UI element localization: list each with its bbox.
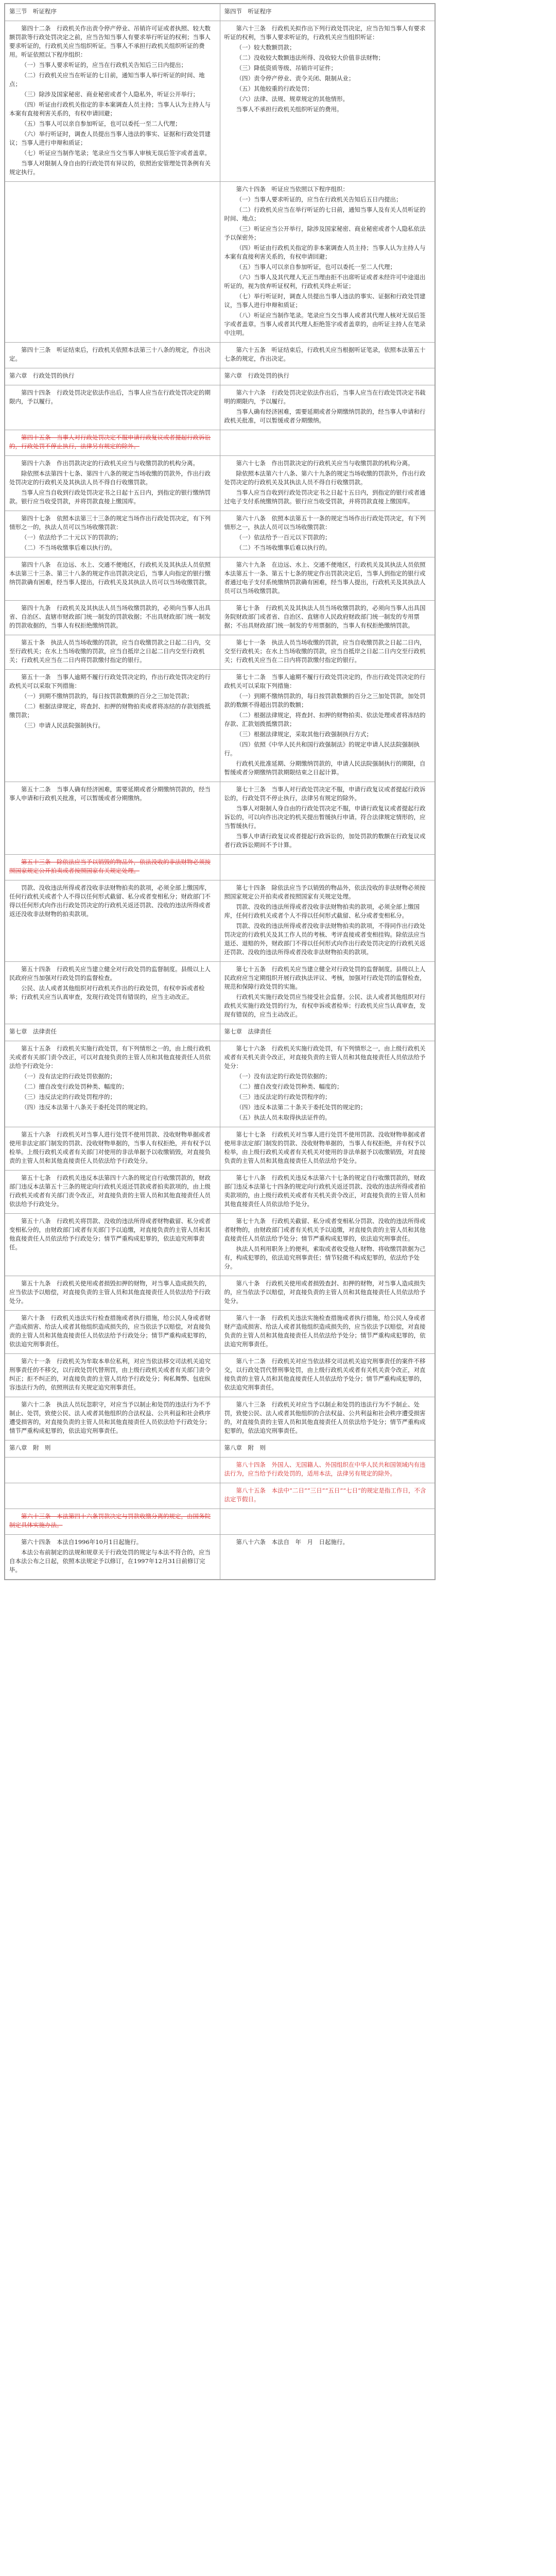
paragraph: 第四十七条 依照本法第三十三条的规定当场作出行政处罚决定，有下列情形之一的，执法人员可以当场收缴罚款：	[9, 515, 211, 531]
revised-text-cell	[220, 182, 435, 343]
original-text-cell	[5, 1127, 220, 1171]
revised-text-cell	[220, 511, 435, 557]
paragraph: 第四十二条 行政机关作出责令停产停业、吊销许可证或者执照、较大数额罚款等行政处罚决定之前，应当告知当事人有要求举行听证的权利；当事人要求听证的，行政机关应当组织听证。当事人不承担行政机关组织听证的费用。听证依照以下程序组织：	[9, 25, 211, 58]
paragraph: （七）听证应当制作笔录；笔录应当交当事人审核无误后签字或者盖章。	[21, 149, 211, 157]
original-text-cell	[5, 1535, 220, 1580]
revised-text-cell	[220, 1311, 435, 1354]
section-heading: 第六章 行政处罚的执行	[224, 372, 289, 379]
section-heading: 第八章 附 则	[9, 1444, 51, 1451]
revised-text-cell	[220, 1214, 435, 1276]
paragraph: 第六十二条 执法人员玩忽职守，对应当予以制止和处罚的违法行为不予制止、处罚，致使公民、法人或者其他组织的合法权益、公共利益和社会秩序遭受损害的，对直接负责的主管人员和其他直接责任人员依法给予行政处分；情节严重构成犯罪的，依法追究刑事责任。	[9, 1401, 211, 1434]
paragraph: 第七十条 行政机关及其执法人员当场收缴罚款的，必须向当事人出具国务院财政部门或者省、自治区、直辖市人民政府财政部门统一制发的专用票据；不出具财政部门统一制发的专用票据的，当事人有权拒绝缴纳罚款。	[224, 604, 426, 629]
original-text-cell	[5, 1440, 220, 1458]
comparison-row	[5, 1458, 435, 1483]
paragraph: （八）听证应当制作笔录。笔录应当交当事人或者其代理人核对无误后签字或者盖章。当事人或者其代理人拒绝签字或者盖章的，由听证主持人在笔录中注明。	[224, 312, 426, 336]
revised-text-cell	[220, 343, 435, 368]
revised-text-cell	[220, 1397, 435, 1440]
revised-text-cell	[220, 670, 435, 782]
original-text-cell	[5, 343, 220, 368]
paragraph: 第七十四条 除依法应当予以销毁的物品外，依法没收的非法财物必须按照国家规定公开拍卖或者按照国家有关规定处理。	[224, 884, 426, 900]
paragraph: 第五十五条 行政机关实施行政处罚，有下列情形之一的，由上级行政机关或者有关部门责令改正，可以对直接负责的主管人员和其他直接责任人员依法给予行政处分：	[9, 1045, 211, 1070]
paragraph: 罚款、没收的违法所得或者没收非法财物拍卖的款项，必须全部上缴国库，任何行政机关或者个人不得以任何形式截留、私分或者变相私分。	[224, 903, 420, 919]
paragraph: （五）执法人员未取得执法证件的。	[236, 1114, 331, 1121]
revised-text-cell	[220, 782, 435, 855]
comparison-row	[5, 1397, 435, 1440]
paragraph: （二）根据法律规定，将查封、扣押的财物拍卖或者将冻结的存款划拨抵缴罚款；	[9, 703, 211, 719]
original-text-cell	[5, 635, 220, 670]
original-text-cell	[5, 1276, 220, 1311]
original-text-cell	[5, 4, 220, 21]
revised-text-cell	[220, 368, 435, 385]
original-text-cell	[5, 1483, 220, 1509]
comparison-row	[5, 601, 435, 635]
revised-text-cell	[220, 4, 435, 21]
paragraph: 第八十一条 行政机关违法实施检查措施或者执行措施，给公民人身或者财产造成损害、给法人或者其他组织造成损失的，应当依法予以赔偿，对直接负责的主管人员和其他直接责任人员依法给予处分；情节严重构成犯罪的，依法追究刑事责任。	[224, 1314, 426, 1348]
paragraph: （一）到期不缴纳罚款的，每日按罚款数额的百分之三加处罚款，加处罚款的数额不得超出罚款的数额；	[224, 692, 426, 708]
paragraph: （六）当事人及其代理人无正当理由拒不出席听证或者未经许可中途退出听证的，视为放弃听证权利，行政机关终止听证；	[224, 274, 426, 290]
paragraph: 第八十五条 本法中“二日”“三日”“五日”“七日”的规定是指工作日，不含法定节假日。	[224, 1487, 426, 1503]
revised-text-cell	[220, 1483, 435, 1509]
paragraph: 本法公布前制定的法规和规章关于行政处罚的规定与本法不符合的，应当自本法公布之日起，依照本法规定予以修订，在1997年12月31日前修订完毕。	[9, 1549, 211, 1573]
paragraph: （一）当事人要求听证的，应当在行政机关告知后三日内提出；	[21, 61, 187, 69]
paragraph: 第七十九条 行政机关截留、私分或者变相私分罚款、没收的违法所得或者财物的，由财政部门或者有关机关予以追缴，对直接负责的主管人员和其他直接责任人员依法给予处分；情节严重构成犯罪的，依法追究刑事责任。	[224, 1217, 426, 1242]
paragraph: 第八十二条 行政机关对应当依法移交司法机关追究刑事责任的案件不移交，以行政处罚代替刑事处罚，由上级行政机关或者有关机关责令改正，对直接负责的主管人员和其他直接责任人员依法给予处分；情节严重构成犯罪的，依法追究刑事责任。	[224, 1358, 426, 1391]
paragraph: 当事人申请行政复议或者提起行政诉讼的，加处罚款的数额在行政复议或者行政诉讼期间不予计算。	[224, 833, 426, 849]
paragraph: 第七十一条 执法人员当场收缴的罚款，应当自收缴罚款之日起二日内，交至行政机关；在水上当场收缴的罚款，应当自抵岸之日起二日内交至行政机关；行政机关应当在二日内将罚款缴付指定的银行。	[224, 639, 426, 664]
paragraph: （六）举行听证时，调查人员提出当事人违法的事实、证据和行政处罚建议；当事人进行申辩和质证；	[9, 130, 211, 146]
paragraph: 第五十四条 行政机关应当建立健全对行政处罚的监督制度。县级以上人民政府应当加强对行政处罚的监督检查。	[9, 965, 211, 981]
paragraph: （二）不当场收缴事后难以执行的。	[236, 544, 331, 551]
paragraph: （一）依法给予二十元以下的罚款的；	[21, 534, 122, 541]
original-text-cell	[5, 1311, 220, 1354]
paragraph: 第七十七条 行政机关对当事人进行处罚不使用罚款、没收财物单据或者使用非法定部门制发的罚款、没收财物单据的，当事人有权拒绝，并有权予以检举，由上级行政机关或者有关机关对使用的非法单据予以收缴销毁，对直接负责的主管人员和其他直接责任人员依法给予处分。	[224, 1131, 426, 1164]
paragraph: （四）听证由行政机关指定的非本案调查人员主持；当事人认为主持人与本案有直接利害关系的，有权申请回避；	[224, 244, 426, 260]
original-text-cell	[5, 1397, 220, 1440]
paragraph: （二）不当场收缴事后难以执行的。	[21, 544, 116, 551]
original-text-cell	[5, 1214, 220, 1276]
comparison-row	[5, 368, 435, 385]
comparison-document	[4, 3, 436, 1580]
revised-text-cell	[220, 557, 435, 601]
revised-text-cell	[220, 1458, 435, 1483]
original-text-cell	[5, 456, 220, 511]
comparison-row	[5, 1041, 435, 1127]
comparison-row	[5, 1024, 435, 1041]
section-heading: 第七章 法律责任	[9, 1028, 57, 1035]
paragraph: 当事人对限制人身自由的行政处罚有异议的，依照治安管理处罚条例有关规定执行。	[9, 160, 211, 176]
paragraph: （三）降低资质等级、吊销许可证件；	[236, 64, 337, 72]
original-text-cell	[5, 962, 220, 1024]
paragraph: 除依照本法第四十七条、第四十八条的规定当场收缴的罚款外，作出行政处罚决定的行政机关及其执法人员不得自行收缴罚款。	[9, 470, 211, 486]
paragraph: 第五十三条 除依法应当予以销毁的物品外，依法没收的非法财物必须按照国家规定公开拍卖或者按照国家有关规定处理。	[9, 858, 211, 874]
paragraph: 第七十五条 行政机关应当建立健全对行政处罚的监督制度。县级以上人民政府应当定期组织开展行政执法评议、考核，加强对行政处罚的监督检查，规范和保障行政处罚的实施。	[224, 965, 426, 990]
paragraph: 当事人应当自收到行政处罚决定书之日起十五日内，到指定的银行缴纳罚款。银行应当收受罚款，并将罚款直接上缴国库。	[9, 489, 211, 505]
paragraph: 第五十条 执法人员当场收缴的罚款，应当自收缴罚款之日起二日内，交至行政机关；在水上当场收缴的罚款，应当自抵岸之日起二日内交至行政机关；行政机关应当在二日内将罚款缴付指定的银行。	[9, 639, 211, 664]
paragraph: （四）责令停产停业、责令关闭、限制从业；	[236, 75, 355, 82]
paragraph: 第四十六条 作出罚款决定的行政机关应当与收缴罚款的机构分离。	[21, 460, 199, 467]
comparison-row	[5, 1483, 435, 1509]
paragraph: 执法人员利用职务上的便利，索取或者收受他人财物、将收缴罚款据为己有，构成犯罪的，依法追究刑事责任；情节轻微不构成犯罪的，依法给予处分。	[224, 1245, 426, 1270]
comparison-row	[5, 1127, 435, 1171]
paragraph: 第四十五条 当事人对行政处罚决定不服申请行政复议或者提起行政诉讼的，行政处罚不停止执行，法律另有规定的除外。	[9, 434, 211, 450]
paragraph: （二）根据法律规定，将查封、扣押的财物拍卖、依法处理或者将冻结的存款、汇款划拨抵缴罚款；	[224, 711, 426, 727]
comparison-row	[5, 511, 435, 557]
paragraph: （五）其他较重的行政处罚；	[236, 85, 313, 92]
paragraph: （二）行政机关应当在举行听证的七日前，通知当事人及有关人员听证的时间、地点；	[224, 206, 426, 222]
paragraph: （三）根据法律规定，采取其他行政强制执行方式；	[236, 731, 372, 738]
comparison-row	[5, 855, 435, 880]
paragraph: 第六十九条 在边远、水上、交通不便地区，行政机关及其执法人员依照本法第五十一条、第五十七条的规定作出罚款决定后，当事人到指定的银行或者通过电子支付系统缴纳罚款确有困难，经当事人提出，行政机关及其执法人员可以当场收缴罚款。	[224, 561, 426, 595]
section-heading: 第四节 听证程序	[224, 8, 272, 15]
paragraph: 第五十八条 行政机关将罚款、没收的违法所得或者财物截留、私分或者变相私分的，由财政部门或者有关部门予以追缴，对直接负责的主管人员和其他直接责任人员依法给予行政处分；情节严重构成犯罪的，依法追究刑事责任。	[9, 1217, 211, 1251]
paragraph: 第八十四条 外国人、无国籍人、外国组织在中华人民共和国领域内有违法行为，应当给予行政处罚的，适用本法，法律另有规定的除外。	[224, 1461, 426, 1477]
paragraph: 罚款、没收违法所得或者没收非法财物拍卖的款项，必须全部上缴国库，任何行政机关或者个人不得以任何形式截留、私分或者变相私分；财政部门不得以任何形式向作出行政处罚决定的行政机关返还罚款、没收的违法所得或者返还没收非法财物的拍卖款项。	[9, 884, 211, 918]
paragraph: 第四十九条 行政机关及其执法人员当场收缴罚款的，必须向当事人出具省、自治区、直辖市财政部门统一制发的罚款收据；不出具财政部门统一制发的罚款收据的，当事人有权拒绝缴纳罚款。	[9, 604, 211, 629]
paragraph: 当事人确有经济困难，需要延期或者分期缴纳罚款的，经当事人申请和行政机关批准，可以暂缓或者分期缴纳。	[224, 408, 426, 424]
revised-text-cell	[220, 1127, 435, 1171]
paragraph: （七）举行听证时，调查人员提出当事人违法的事实、证据和行政处罚建议，当事人进行申辩和质证；	[224, 293, 426, 309]
paragraph: （四）依照《中华人民共和国行政强制法》的规定申请人民法院强制执行。	[224, 741, 420, 757]
revised-text-cell	[220, 855, 435, 880]
paragraph: 第五十六条 行政机关对当事人进行处罚不使用罚款、没收财物单据或者使用非法定部门制发的罚款、没收财物单据的，当事人有权拒绝，并有权予以检举。上级行政机关或者有关部门对使用的非法单据予以收缴销毁，对直接负责的主管人员和其他直接责任人员依法给予行政处分。	[9, 1131, 211, 1164]
comparison-row	[5, 1171, 435, 1214]
revised-text-cell	[220, 1041, 435, 1127]
paragraph: （一）没有法定的行政处罚依据的；	[236, 1073, 331, 1080]
paragraph: （一）到期不缴纳罚款的，每日按罚款数额的百分之三加处罚款；	[21, 692, 193, 700]
paragraph: （五）当事人可以亲自参加听证，也可以委托一至二人代理；	[21, 120, 181, 127]
revised-text-cell	[220, 1024, 435, 1041]
paragraph: （三）违反法定的行政处罚程序的；	[236, 1093, 331, 1100]
paragraph: 第七十二条 当事人逾期不履行行政处罚决定的，作出行政处罚决定的行政机关可以采取下列措施：	[224, 673, 426, 689]
paragraph: 第七十八条 行政机关违反本法第六十七条的规定自行收缴罚款的，财政部门违反本法第七十四条的规定向行政机关返还罚款、没收的违法所得或者拍卖款项的，由上级行政机关或者有关机关责令改正，对直接负责的主管人员和其他直接责任人员依法给予处分。	[224, 1174, 426, 1208]
paragraph: （五）当事人可以亲自参加听证，也可以委托一至二人代理；	[236, 263, 396, 270]
paragraph: （二）擅自改变行政处罚种类、幅度的；	[236, 1083, 343, 1090]
paragraph: 第六十三条 本法第四十六条罚款决定与罚款收缴分离的规定，由国务院制定具体实施办法。	[9, 1513, 211, 1529]
paragraph: （一）没有法定的行政处罚依据的；	[21, 1073, 116, 1080]
paragraph: （二）没收较大数额违法所得、没收较大价值非法财物；	[236, 54, 384, 61]
original-text-cell	[5, 368, 220, 385]
revised-text-cell	[220, 430, 435, 456]
paragraph: 当事人应当自收到行政处罚决定书之日起十五日内，到指定的银行或者通过电子支付系统缴纳罚款。银行应当收受罚款，并将罚款直接上缴国库。	[224, 489, 426, 505]
original-text-cell	[5, 557, 220, 601]
original-text-cell	[5, 1458, 220, 1483]
original-text-cell	[5, 1509, 220, 1535]
paragraph: 第六十条 行政机关违法实行检查措施或者执行措施，给公民人身或者财产造成损害、给法人或者其他组织造成损失的，应当依法予以赔偿，对直接负责的主管人员和其他直接责任人员依法给予行政处分；情节严重构成犯罪的，依法追究刑事责任。	[9, 1314, 211, 1348]
paragraph: 第六十七条 作出罚款决定的行政机关应当与收缴罚款的机构分离。	[236, 460, 414, 467]
paragraph: 行政机关实施行政处罚应当接受社会监督。公民、法人或者其他组织对行政机关实施行政处罚的行为，有权申诉或者检举；行政机关应当认真审查，发现有错误的，应当主动改正。	[224, 993, 426, 1018]
paragraph: 第五十一条 当事人逾期不履行行政处罚决定的，作出行政处罚决定的行政机关可以采取下列措施：	[9, 673, 211, 689]
paragraph: 第八十条 行政机关使用或者损毁查封、扣押的财物，对当事人造成损失的，应当依法予以赔偿，对直接负责的主管人员和其他直接责任人员依法给予处分。	[224, 1280, 426, 1304]
original-text-cell	[5, 21, 220, 182]
paragraph: 第六十八条 依照本法第五十一条的规定当场作出行政处罚决定，有下列情形之一，执法人员可以当场收缴罚款：	[224, 515, 426, 531]
comparison-row	[5, 1214, 435, 1276]
paragraph: （三）听证应当公开举行，除涉及国家秘密、商业秘密或者个人隐私依法予以保密外；	[224, 225, 426, 241]
paragraph: 第五十二条 当事人确有经济困难，需要延期或者分期缴纳罚款的，经当事人申请和行政机关批准，可以暂缓或者分期缴纳。	[9, 786, 211, 802]
paragraph: 第五十九条 行政机关使用或者损毁扣押的财物，对当事人造成损失的，应当依法予以赔偿，对直接负责的主管人员和其他直接责任人员依法给予行政处分。	[9, 1280, 211, 1304]
comparison-row	[5, 1311, 435, 1354]
paragraph: 第六十一条 行政机关为牟取本单位私利，对应当依法移交司法机关追究刑事责任的不移交，以行政处罚代替刑罚，由上级行政机关或者有关部门责令纠正；拒不纠正的，对直接负责的主管人员给予行政处分；徇私舞弊、包庇纵容违法行为的，依照刑法有关规定追究刑事责任。	[9, 1358, 211, 1391]
paragraph: （四）违反本法第二十条关于委托处罚的规定的；	[236, 1104, 367, 1111]
comparison-row	[5, 182, 435, 343]
paragraph: （二）擅自改变行政处罚种类、幅度的；	[21, 1083, 128, 1090]
original-text-cell	[5, 1171, 220, 1214]
original-text-cell	[5, 855, 220, 880]
comparison-row	[5, 1509, 435, 1535]
comparison-row	[5, 430, 435, 456]
revised-text-cell	[220, 1440, 435, 1458]
paragraph: 行政机关批准延期、分期缴纳罚款的，申请人民法院强制执行的期限，自暂缓或者分期缴纳罚款期限结束之日起计算。	[224, 760, 426, 776]
paragraph: （六）法律、法规、规章规定的其他情形。	[236, 95, 349, 103]
comparison-row	[5, 1354, 435, 1397]
comparison-row	[5, 670, 435, 782]
paragraph: （三）申请人民法院强制执行。	[21, 722, 104, 729]
comparison-row	[5, 880, 435, 962]
comparison-row	[5, 1440, 435, 1458]
original-text-cell	[5, 670, 220, 782]
paragraph: （三）违反法定的行政处罚程序的；	[21, 1093, 116, 1100]
paragraph: 第四十四条 行政处罚决定依法作出后，当事人应当在行政处罚决定的期限内，予以履行。	[9, 389, 211, 405]
comparison-row	[5, 962, 435, 1024]
paragraph: （四）违反本法第十八条关于委托处罚的规定的。	[21, 1104, 151, 1111]
revised-text-cell	[220, 21, 435, 182]
original-text-cell	[5, 1354, 220, 1397]
original-text-cell	[5, 782, 220, 855]
section-heading: 第八章 附 则	[224, 1444, 266, 1451]
original-text-cell	[5, 601, 220, 635]
revised-text-cell	[220, 1171, 435, 1214]
paragraph: 第七十六条 行政机关实施行政处罚，有下列情形之一，由上级行政机关或者有关机关责令改正，对直接负责的主管人员和其他直接责任人员依法给予处分：	[224, 1045, 426, 1070]
comparison-row	[5, 782, 435, 855]
revised-text-cell	[220, 1509, 435, 1535]
comparison-row	[5, 1535, 435, 1580]
paragraph: 第六十五条 听证结束后，行政机关应当根据听证笔录，依照本法第五十七条的规定，作出决定。	[224, 346, 426, 362]
paragraph: 除依照本法第六十八条、第六十九条的规定当场收缴的罚款外，作出行政处罚决定的行政机关及其执法人员不得自行收缴罚款。	[224, 470, 426, 486]
paragraph: 第八十三条 行政机关对应当予以制止和处罚的违法行为不予制止、处罚，致使公民、法人或者其他组织的合法权益、公共利益和社会秩序遭受损害的，对直接负责的主管人员和其他直接责任人员依法给予处分；情节严重构成犯罪的，依法追究刑事责任。	[224, 1401, 426, 1434]
original-text-cell	[5, 385, 220, 430]
original-text-cell	[5, 880, 220, 962]
section-heading: 第三节 听证程序	[9, 8, 57, 15]
section-heading: 第七章 法律责任	[224, 1028, 272, 1035]
paragraph: 第六十四条 本法自1996年10月1日起施行。	[21, 1538, 143, 1546]
paragraph: 罚款、没收的违法所得或者没收非法财物拍卖的款项，不得同作出行政处罚决定的行政机关及其工作人员的考核、考评直接或者变相挂钩。除依法应当退还、退赔的外，财政部门不得以任何形式向作出行政处罚决定的行政机关返还罚款、没收的违法所得或者没收非法财物拍卖的款项。	[224, 922, 426, 956]
comparison-row	[5, 1276, 435, 1311]
revised-text-cell	[220, 1535, 435, 1580]
paragraph: （一）当事人要求听证的，应当在行政机关告知后五日内提出；	[236, 196, 402, 203]
revised-text-cell	[220, 385, 435, 430]
comparison-row	[5, 21, 435, 182]
comparison-table	[5, 4, 435, 1580]
paragraph: 第七十三条 当事人对行政处罚决定不服，申请行政复议或者提起行政诉讼的，行政处罚不停止执行，法律另有规定的除外。	[224, 786, 426, 802]
original-text-cell	[5, 1024, 220, 1041]
paragraph: 第八十六条 本法自 年 月 日起施行。	[236, 1538, 349, 1546]
section-heading: 第六章 行政处罚的执行	[9, 372, 75, 379]
revised-text-cell	[220, 635, 435, 670]
paragraph: 当事人对限制人身自由的行政处罚决定不服，申请行政复议或者提起行政诉讼的，可以向作出决定的机关提出暂缓执行申请。符合法律规定情形的，应当暂缓执行。	[224, 805, 426, 829]
revised-text-cell	[220, 456, 435, 511]
paragraph: 第五十七条 行政机关违反本法第四十六条的规定自行收缴罚款的，财政部门违反本法第五十三条的规定向行政机关返还罚款或者拍卖款项的，由上级行政机关或者有关部门责令改正，对直接负责的主管人员和其他直接责任人员依法给予行政处分。	[9, 1174, 211, 1208]
paragraph: 第六十六条 行政处罚决定依法作出后，当事人应当在行政处罚决定书载明的期限内，予以履行。	[224, 389, 426, 405]
original-text-cell	[5, 1041, 220, 1127]
comparison-row	[5, 635, 435, 670]
paragraph: 第四十八条 在边远、水上、交通不便地区，行政机关及其执法人员依照本法第三十三条、第三十八条的规定作出罚款决定后，当事人向指定的银行缴纳罚款确有困难，经当事人提出，行政机关及其执法人员可以当场收缴罚款。	[9, 561, 211, 586]
paragraph: 第六十三条 行政机关拟作出下列行政处罚决定，应当告知当事人有要求听证的权利，当事人要求听证的，行政机关应当组织听证：	[224, 25, 426, 41]
revised-text-cell	[220, 601, 435, 635]
revised-text-cell	[220, 962, 435, 1024]
paragraph: 第六十四条 听证应当依照以下程序组织：	[236, 185, 349, 193]
revised-text-cell	[220, 1276, 435, 1311]
paragraph: （三）除涉及国家秘密、商业秘密或者个人隐私外，听证公开举行；	[21, 91, 199, 98]
paragraph: 第四十三条 听证结束后，行政机关依照本法第三十八条的规定，作出决定。	[9, 346, 211, 362]
paragraph: 公民、法人或者其他组织对行政机关作出的行政处罚，有权申诉或者检举；行政机关应当认真审查，发现行政处罚有错误的，应当主动改正。	[9, 985, 205, 1001]
comparison-row	[5, 4, 435, 21]
paragraph: （一）较大数额罚款；	[236, 44, 296, 51]
comparison-row	[5, 557, 435, 601]
paragraph: （四）听证由行政机关指定的非本案调查人员主持；当事人认为主持人与本案有直接利害关系的，有权申请回避；	[9, 101, 211, 117]
paragraph: （一）依法给予一百元以下罚款的；	[236, 534, 331, 541]
comparison-row	[5, 343, 435, 368]
original-text-cell	[5, 511, 220, 557]
original-text-cell	[5, 182, 220, 343]
comparison-row	[5, 456, 435, 511]
paragraph: 当事人不承担行政机关组织听证的费用。	[236, 106, 343, 113]
paragraph: （二）行政机关应当在听证的七日前，通知当事人举行听证的时间、地点；	[9, 72, 205, 88]
revised-text-cell	[220, 880, 435, 962]
original-text-cell	[5, 430, 220, 456]
revised-text-cell	[220, 1354, 435, 1397]
comparison-row	[5, 385, 435, 430]
